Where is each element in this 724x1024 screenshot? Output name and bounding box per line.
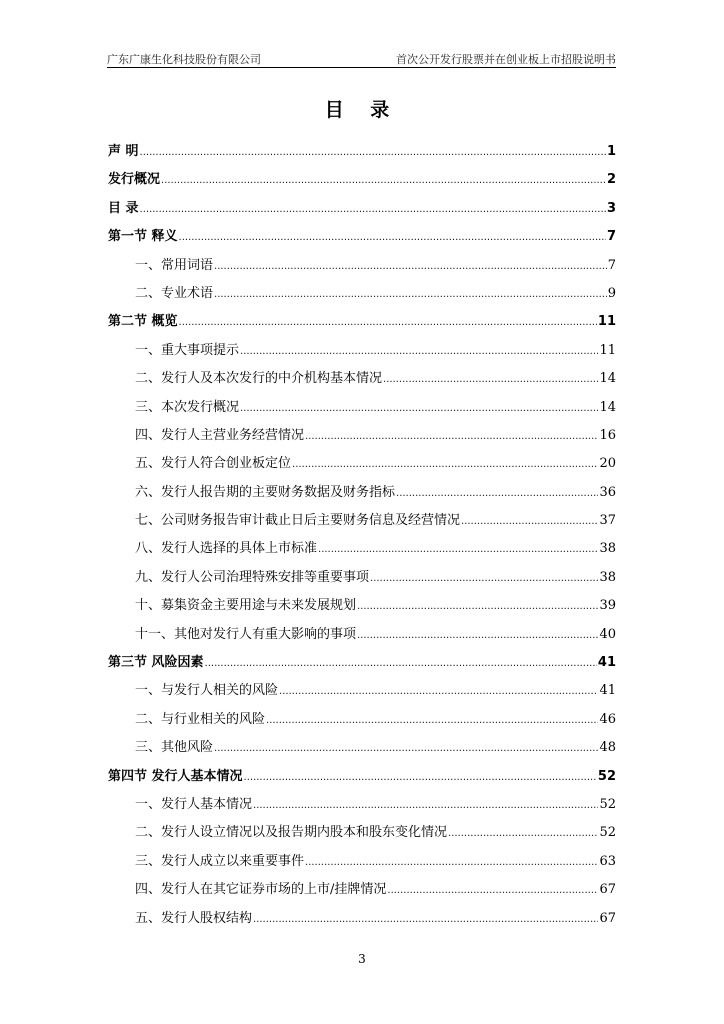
toc-dot-leader xyxy=(292,450,598,479)
toc-entry-page: 39 xyxy=(599,598,616,614)
toc-entry-page: 41 xyxy=(597,655,616,671)
toc-dot-leader xyxy=(370,564,598,593)
header-document-title: 首次公开发行股票并在创业板上市招股说明书 xyxy=(396,53,616,66)
toc-dot-leader xyxy=(253,905,598,934)
toc-entry-page: 3 xyxy=(606,200,616,216)
toc-entry-page: 67 xyxy=(599,882,616,898)
toc-dot-leader xyxy=(214,252,607,281)
toc-entry-page: 48 xyxy=(599,740,616,756)
toc-entry-label: 第三节 风险因素 xyxy=(108,655,204,671)
toc-entry[interactable] xyxy=(108,422,616,450)
toc-dot-leader xyxy=(357,621,598,650)
header-company-name: 广东广康生化科技股份有限公司 xyxy=(107,53,261,66)
toc-entry[interactable] xyxy=(108,450,616,478)
toc-entry-label: 九、发行人公司治理特殊安排等重要事项 xyxy=(135,569,370,585)
toc-entry-label: 二、与行业相关的风险 xyxy=(135,711,266,727)
toc-entry-label: 五、发行人股权结构 xyxy=(135,910,253,926)
toc-entry-page: 2 xyxy=(606,172,616,188)
toc-entry[interactable] xyxy=(108,223,616,251)
toc-entry[interactable] xyxy=(108,649,616,677)
toc-dot-leader xyxy=(266,706,598,735)
toc-entry[interactable] xyxy=(108,394,616,422)
toc-entry-page: 7 xyxy=(607,257,616,273)
toc-dot-leader xyxy=(279,677,598,706)
toc-entry-page: 14 xyxy=(599,399,616,415)
table-of-contents xyxy=(108,138,616,933)
toc-dot-leader xyxy=(318,535,598,564)
toc-dot-leader xyxy=(244,763,597,792)
toc-entry[interactable] xyxy=(108,337,616,365)
toc-entry-label: 发行概况 xyxy=(108,172,161,188)
toc-entry[interactable] xyxy=(108,507,616,535)
toc-entry-label: 一、常用词语 xyxy=(135,257,214,273)
toc-entry-label: 第四节 发行人基本情况 xyxy=(108,768,243,784)
toc-entry[interactable] xyxy=(108,365,616,393)
toc-entry-page: 63 xyxy=(599,853,616,869)
toc-entry[interactable] xyxy=(108,791,616,819)
toc-entry[interactable] xyxy=(108,138,616,166)
toc-entry[interactable] xyxy=(108,564,616,592)
toc-entry-label: 六、发行人报告期的主要财务数据及财务指标 xyxy=(135,484,396,500)
toc-dot-leader xyxy=(240,337,598,366)
toc-entry[interactable] xyxy=(108,819,616,847)
toc-entry-page: 11 xyxy=(599,342,616,358)
toc-entry-label: 一、发行人基本情况 xyxy=(135,796,253,812)
toc-entry-label: 八、发行人选择的具体上市标准 xyxy=(135,541,318,557)
toc-entry-label: 十、募集资金主要用途与未来发展规划 xyxy=(135,598,357,614)
toc-entry-page: 7 xyxy=(606,229,616,245)
toc-entry-page: 67 xyxy=(599,910,616,926)
toc-entry-page: 40 xyxy=(599,626,616,642)
toc-entry-page: 1 xyxy=(606,144,616,159)
toc-entry-page: 38 xyxy=(599,569,616,585)
header-divider xyxy=(107,67,616,68)
toc-dot-leader xyxy=(205,649,597,678)
toc-entry-page: 9 xyxy=(607,285,616,301)
toc-entry-page: 14 xyxy=(599,371,616,387)
toc-dot-leader xyxy=(179,223,606,252)
toc-entry-page: 52 xyxy=(597,768,616,784)
toc-entry-label: 三、本次发行概况 xyxy=(135,399,240,415)
toc-entry-label: 四、发行人主营业务经营情况 xyxy=(135,427,305,443)
toc-entry-label: 七、公司财务报告审计截止日后主要财务信息及经营情况 xyxy=(135,513,461,529)
toc-entry[interactable] xyxy=(108,905,616,933)
toc-entry[interactable] xyxy=(108,535,616,563)
toc-entry[interactable] xyxy=(108,166,616,194)
toc-dot-leader xyxy=(461,507,598,536)
toc-entry-label: 二、发行人设立情况以及报告期内股本和股东变化情况 xyxy=(135,825,448,841)
toc-dot-leader xyxy=(357,592,598,621)
toc-entry-label: 二、发行人及本次发行的中介机构基本情况 xyxy=(135,371,383,387)
toc-dot-leader xyxy=(214,280,607,309)
toc-dot-leader xyxy=(305,422,598,451)
toc-entry-label: 一、与发行人相关的风险 xyxy=(135,683,279,699)
toc-entry-label: 十一、其他对发行人有重大影响的事项 xyxy=(135,626,357,642)
page-number: 3 xyxy=(358,952,366,966)
toc-dot-leader xyxy=(253,791,598,820)
toc-entry-label: 三、发行人成立以来重要事件 xyxy=(135,853,305,869)
toc-entry[interactable] xyxy=(108,677,616,705)
toc-entry[interactable] xyxy=(108,308,616,336)
toc-dot-leader xyxy=(448,819,598,848)
toc-dot-leader xyxy=(214,734,598,763)
toc-entry[interactable] xyxy=(108,195,616,223)
toc-entry[interactable] xyxy=(108,252,616,280)
toc-entry-page: 41 xyxy=(599,683,616,699)
toc-dot-leader xyxy=(305,848,598,877)
toc-entry[interactable] xyxy=(108,280,616,308)
toc-entry-label: 三、其他风险 xyxy=(135,740,214,756)
toc-dot-leader xyxy=(140,195,606,224)
toc-entry-page: 36 xyxy=(599,484,616,500)
toc-entry-page: 52 xyxy=(599,825,616,841)
toc-entry-page: 38 xyxy=(599,541,616,557)
toc-entry[interactable] xyxy=(108,592,616,620)
toc-entry-label: 二、专业术语 xyxy=(135,285,214,301)
toc-entry-page: 20 xyxy=(599,456,616,472)
toc-entry[interactable] xyxy=(108,848,616,876)
toc-entry-page: 16 xyxy=(599,427,616,443)
page-title: 目 录 xyxy=(324,99,400,121)
toc-dot-leader xyxy=(383,365,598,394)
toc-dot-leader xyxy=(140,138,606,167)
toc-dot-leader xyxy=(240,394,598,423)
toc-entry-page: 11 xyxy=(597,314,616,330)
toc-entry-page: 37 xyxy=(599,513,616,529)
toc-entry-label: 五、发行人符合创业板定位 xyxy=(135,456,292,472)
toc-entry-label: 四、发行人在其它证券市场的上市/挂牌情况 xyxy=(135,882,387,898)
toc-entry-label: 第一节 释义 xyxy=(108,229,178,245)
toc-entry-page: 52 xyxy=(599,796,616,812)
toc-entry[interactable] xyxy=(108,876,616,904)
toc-entry-label: 声 明 xyxy=(108,144,139,159)
toc-dot-leader xyxy=(161,166,606,195)
toc-entry-label: 第二节 概览 xyxy=(108,314,178,330)
toc-entry-label: 一、重大事项提示 xyxy=(135,342,240,358)
toc-entry-page: 46 xyxy=(599,711,616,727)
toc-entry[interactable] xyxy=(108,763,616,791)
toc-entry[interactable] xyxy=(108,706,616,734)
toc-entry[interactable] xyxy=(108,479,616,507)
toc-dot-leader xyxy=(179,308,597,337)
toc-dot-leader xyxy=(387,876,598,905)
toc-entry[interactable] xyxy=(108,621,616,649)
toc-entry[interactable] xyxy=(108,734,616,762)
toc-dot-leader xyxy=(396,479,598,508)
toc-entry-label: 目 录 xyxy=(108,200,139,216)
